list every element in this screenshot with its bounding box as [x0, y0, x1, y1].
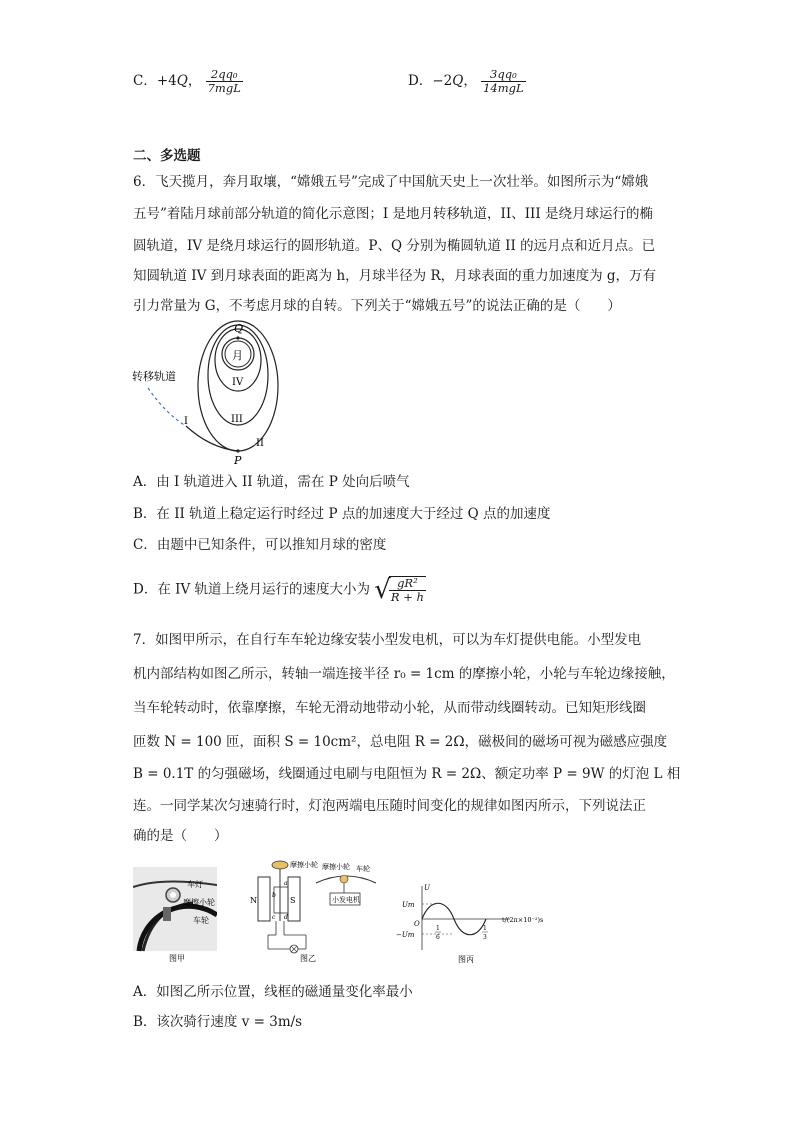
q7-line-2: 机内部结构如图乙所示，转轴一端连接半径 r₀ = 1cm 的摩擦小轮，小轮与车轮边缘接触，	[133, 666, 675, 682]
figure-yi-generator	[244, 857, 384, 965]
label-um: Um	[402, 901, 415, 909]
figure-bing-voltage	[392, 882, 577, 966]
label-friction-wheel-1: 摩擦小轮	[290, 861, 318, 869]
q6-option-a: A．由 I 轨道进入 II 轨道，需在 P 处向后喷气	[133, 474, 410, 490]
transfer-orbit-dashed	[148, 388, 186, 426]
q6-option-c: C．由题中已知条件，可以推知月球的密度	[133, 537, 387, 553]
caption-yi: 图乙	[300, 954, 316, 963]
sqrt-sign: √	[374, 575, 391, 605]
q7-line-6: 连。一同学某次匀速骑行时，灯泡两端电压随时间变化的规律如图丙所示，下列说法正	[133, 798, 646, 814]
tick-1-3-num: 1	[483, 925, 487, 932]
q7-line-1: 7．如图甲所示，在自行车车轮边缘安装小型发电机，可以为车灯提供电能。小型发电	[133, 632, 642, 648]
var-q: Q	[452, 73, 464, 89]
fraction: $\frac{\text{2qq₀}}{\text{7mgL}}$	[207, 67, 241, 95]
label-transfer: 转移轨道	[132, 370, 176, 383]
q6-line-1: 6．飞天揽月，奔月取壤，“嫦娥五号”完成了中国航天史上一次壮举。如图所示为“嫦娥	[133, 174, 649, 190]
label-p: P	[234, 454, 242, 466]
q7-line-5: B = 0.1T 的匀强磁场，线圈通过电刷与电阻恒为 R = 2Ω、额定功率 P = 9W 的灯泡 L 相	[133, 766, 681, 782]
q7-line-3: 当车轮转动时，依靠摩擦，车轮无滑动地带动小轮，从而带动线圈转动。已知矩形线圈	[133, 700, 646, 716]
label-friction-wheel-2: 摩擦小轮	[322, 863, 350, 871]
section-title: 二、多选题	[133, 148, 201, 164]
q6-line-3: 圆轨道，IV 是绕月球运行的圆形轨道。P、Q 分别为椭圆轨道 II 的远月点和近月点。已	[133, 238, 656, 254]
tick-1-3-den: 3	[483, 934, 487, 941]
label-iii: III	[231, 414, 243, 425]
q6-line-4: 知圆轨道 IV 到月球表面的距离为 h，月球半径为 R，月球表面的重力加速度为 g，万有	[133, 268, 657, 284]
label-neg-um: −Um	[396, 931, 415, 939]
label-t-axis: t/(2π×10⁻²)s	[502, 916, 544, 924]
q7-option-b: B．该次骑行速度 v = 3m/s	[133, 1014, 303, 1030]
label-wheel: 车轮	[193, 916, 209, 925]
tick-1-6-num: 1	[436, 925, 440, 932]
q6-option-d: D．在 IV 轨道上绕月运行的速度大小为 √ $\frac{\text{gR²}}{R + h}$	[133, 575, 424, 605]
point-p	[236, 449, 239, 452]
orbit-diagram	[128, 318, 298, 466]
var-q: Q	[176, 73, 188, 89]
point-q	[236, 336, 239, 339]
fraction: $\frac{\text{3qq₀}}{\text{14mgL}}$	[483, 67, 524, 95]
label-q: Q	[234, 322, 244, 335]
label-ii: II	[256, 438, 264, 449]
label-a: a	[284, 880, 288, 887]
option-c-q5: C．+4Q， $\frac{\text{2qq₀}}{\text{7mgL}}$	[133, 67, 241, 95]
q7-line-4: 匝数 N = 100 匝，面积 S = 10cm²，总电阻 R = 2Ω，磁极间的磁场可视为磁感应强度	[133, 734, 668, 750]
figure-jia-photo	[133, 867, 217, 963]
caption-bing: 图丙	[458, 955, 474, 964]
label-iv: IV	[232, 377, 244, 388]
label-small-generator: 小发电机	[332, 896, 360, 904]
label-friction-wheel: 摩擦小轮	[183, 898, 215, 907]
q7-option-a: A．如图乙所示位置，线框的磁通量变化率最小	[133, 984, 413, 1000]
q6-line-2: 五号”着陆月球前部分轨道的简化示意图；I 是地月转移轨道，II、III 是绕月球运行的椭	[133, 206, 653, 222]
label-u: U	[424, 884, 430, 892]
label-d: d	[284, 914, 288, 921]
label-c: c	[272, 914, 276, 921]
label-n-pole: N	[250, 896, 257, 905]
label-moon: 月	[232, 349, 243, 362]
q7-line-7: 确的是（ ）	[133, 828, 228, 844]
orbit-iii	[208, 325, 268, 425]
label-origin: O	[414, 920, 420, 928]
fraction: $\frac{\text{gR²}}{R + h}$	[390, 576, 424, 604]
tick-1-6-den: 6	[436, 934, 440, 941]
label-s-pole: S	[290, 896, 296, 905]
q6-line-5: 引力常量为 G，不考虑月球的自转。下列关于“嫦娥五号”的说法正确的是（ ）	[133, 298, 621, 314]
label-i: I	[184, 416, 188, 427]
label-lamp: 车灯	[187, 880, 203, 889]
q6-option-b: B．在 II 轨道上稳定运行时经过 P 点的加速度大于经过 Q 点的加速度	[133, 506, 551, 522]
caption-jia: 图甲	[169, 954, 185, 963]
label-wheel-2: 车轮	[356, 865, 370, 873]
option-d-q5: D．−2Q， $\frac{\text{3qq₀}}{\text{14mgL}}$	[408, 67, 524, 95]
orbit-i	[186, 426, 238, 451]
label-b: b	[272, 892, 276, 899]
